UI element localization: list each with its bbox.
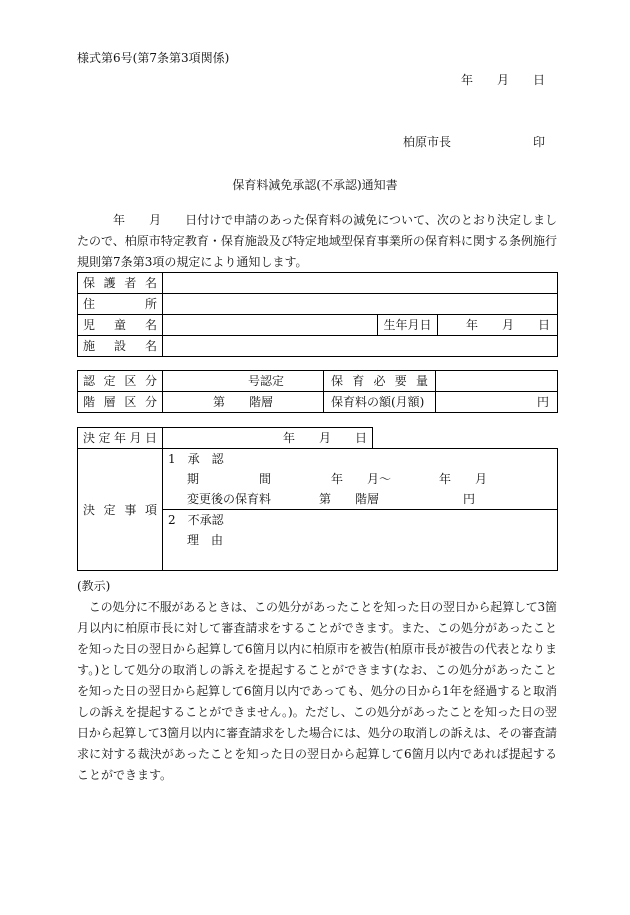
instruction-line: を知った日の翌日から起算して6箇月以内に柏原市を被告(柏原市長が被告の代表となりま bbox=[77, 642, 557, 656]
instruction-line: ことができます。 bbox=[77, 768, 172, 782]
address-row bbox=[78, 294, 558, 315]
address-label: 住 所 bbox=[83, 297, 157, 311]
form-number: 様式第6号(第7条第3項関係) bbox=[77, 51, 230, 65]
tier-row bbox=[78, 392, 558, 413]
facility-name-label: 施 設 名 bbox=[83, 339, 157, 353]
certification-row bbox=[78, 371, 558, 392]
decision-date-field: 年 月 日 bbox=[163, 428, 373, 449]
birthdate-label: 生年月日 bbox=[378, 315, 438, 336]
document-title: 保育料減免承認(不承認)通知書 bbox=[232, 178, 398, 192]
tier-field: 第 階層 bbox=[163, 392, 324, 413]
intro-line: たので、柏原市特定教育・保育施設及び特定地域型保育事業所の保育料に関する条例施行 bbox=[77, 234, 558, 248]
address-field bbox=[163, 294, 558, 315]
facility-name-label-cell bbox=[78, 336, 163, 357]
certification-label: 認 定 区 分 bbox=[83, 374, 157, 388]
blank-cell bbox=[373, 428, 558, 449]
guardian-row bbox=[78, 273, 558, 294]
instruction-line: 求に対する裁決があったことを知った日の翌日から起算して6箇月以内であれば提起する bbox=[77, 747, 558, 761]
applicant-table bbox=[77, 272, 558, 357]
decision-date-label-cell bbox=[78, 428, 163, 449]
decision-matters-label: 決 定 事 項 bbox=[83, 502, 157, 517]
issuer-name: 柏原市長 bbox=[403, 135, 452, 149]
rejection-section bbox=[163, 509, 557, 570]
child-name-label: 児 童 名 bbox=[83, 318, 157, 332]
facility-name-field bbox=[163, 336, 558, 357]
instruction-line: す。)として処分の取消しの訴えを提起することができます(なお、この処分があったこと bbox=[77, 663, 558, 677]
birthdate-field: 年 月 日 bbox=[438, 315, 558, 336]
seal-mark: 印 bbox=[533, 135, 546, 149]
child-name-label-cell bbox=[78, 315, 163, 336]
care-need-label-cell bbox=[324, 371, 436, 392]
address-label-cell bbox=[78, 294, 163, 315]
approval-period: 期 間 年 月〜 年 月 bbox=[187, 472, 488, 486]
rejection-reason: 理 由 bbox=[187, 533, 224, 547]
care-need-field bbox=[436, 371, 558, 392]
decision-date-row bbox=[78, 428, 558, 449]
decision-matters-label-cell bbox=[78, 449, 163, 571]
approval-fee: 変更後の保育料 第 階層 円 bbox=[187, 492, 476, 506]
decision-matters-row bbox=[78, 449, 558, 571]
approval-section bbox=[163, 449, 557, 509]
instruction-line: 月以内に柏原市長に対して審査請求をすることができます。また、この処分があったこと bbox=[77, 621, 558, 635]
instruction-line: を知った日の翌日から起算して6箇月以内であっても、処分の日から1年を経過すると取消 bbox=[77, 684, 557, 698]
guardian-name-label-cell bbox=[78, 273, 163, 294]
intro-line: 規則第7条第3項の規定により通知します。 bbox=[77, 255, 308, 269]
decision-table bbox=[77, 427, 558, 571]
guardian-name-label: 保 護 者 名 bbox=[83, 276, 157, 290]
monthly-fee-label: 保育料の額(月額) bbox=[324, 392, 436, 413]
issue-date: 年 月 日 bbox=[460, 73, 545, 87]
instruction-heading: (教示) bbox=[77, 579, 111, 593]
child-name-field bbox=[163, 315, 378, 336]
intro-paragraph bbox=[77, 210, 557, 273]
intro-line: 年 月 日付けで申請のあった保育料の減免について、次のとおり決定しまし bbox=[77, 213, 558, 227]
instruction-line: しの訴えを提起することができません。)。ただし、この処分があったことを知った日の翌 bbox=[77, 705, 558, 719]
instruction-paragraph bbox=[77, 597, 557, 786]
rejection-heading: 2 不承認 bbox=[168, 513, 224, 527]
decision-date-label: 決 定 年 月 日 bbox=[83, 431, 157, 445]
certification-label-cell bbox=[78, 371, 163, 392]
monthly-fee-field: 円 bbox=[436, 392, 558, 413]
care-need-label: 保 育 必 要 量 bbox=[331, 374, 428, 388]
decision-matters-content bbox=[163, 449, 558, 571]
instruction-line: この処分に不服があるときは、この処分があったことを知った日の翌日から起算して3箇 bbox=[77, 600, 557, 614]
facility-row bbox=[78, 336, 558, 357]
classification-table bbox=[77, 370, 558, 413]
child-row bbox=[78, 315, 558, 336]
tier-label-cell bbox=[78, 392, 163, 413]
certification-field: 号認定 bbox=[163, 371, 324, 392]
approval-heading: 1 承 認 bbox=[168, 452, 224, 466]
guardian-name-field bbox=[163, 273, 558, 294]
instruction-line: 日から起算して3箇月以内に審査請求をした場合には、処分の取消しの訴えは、その審査請 bbox=[77, 726, 557, 740]
tier-label: 階 層 区 分 bbox=[83, 395, 157, 409]
